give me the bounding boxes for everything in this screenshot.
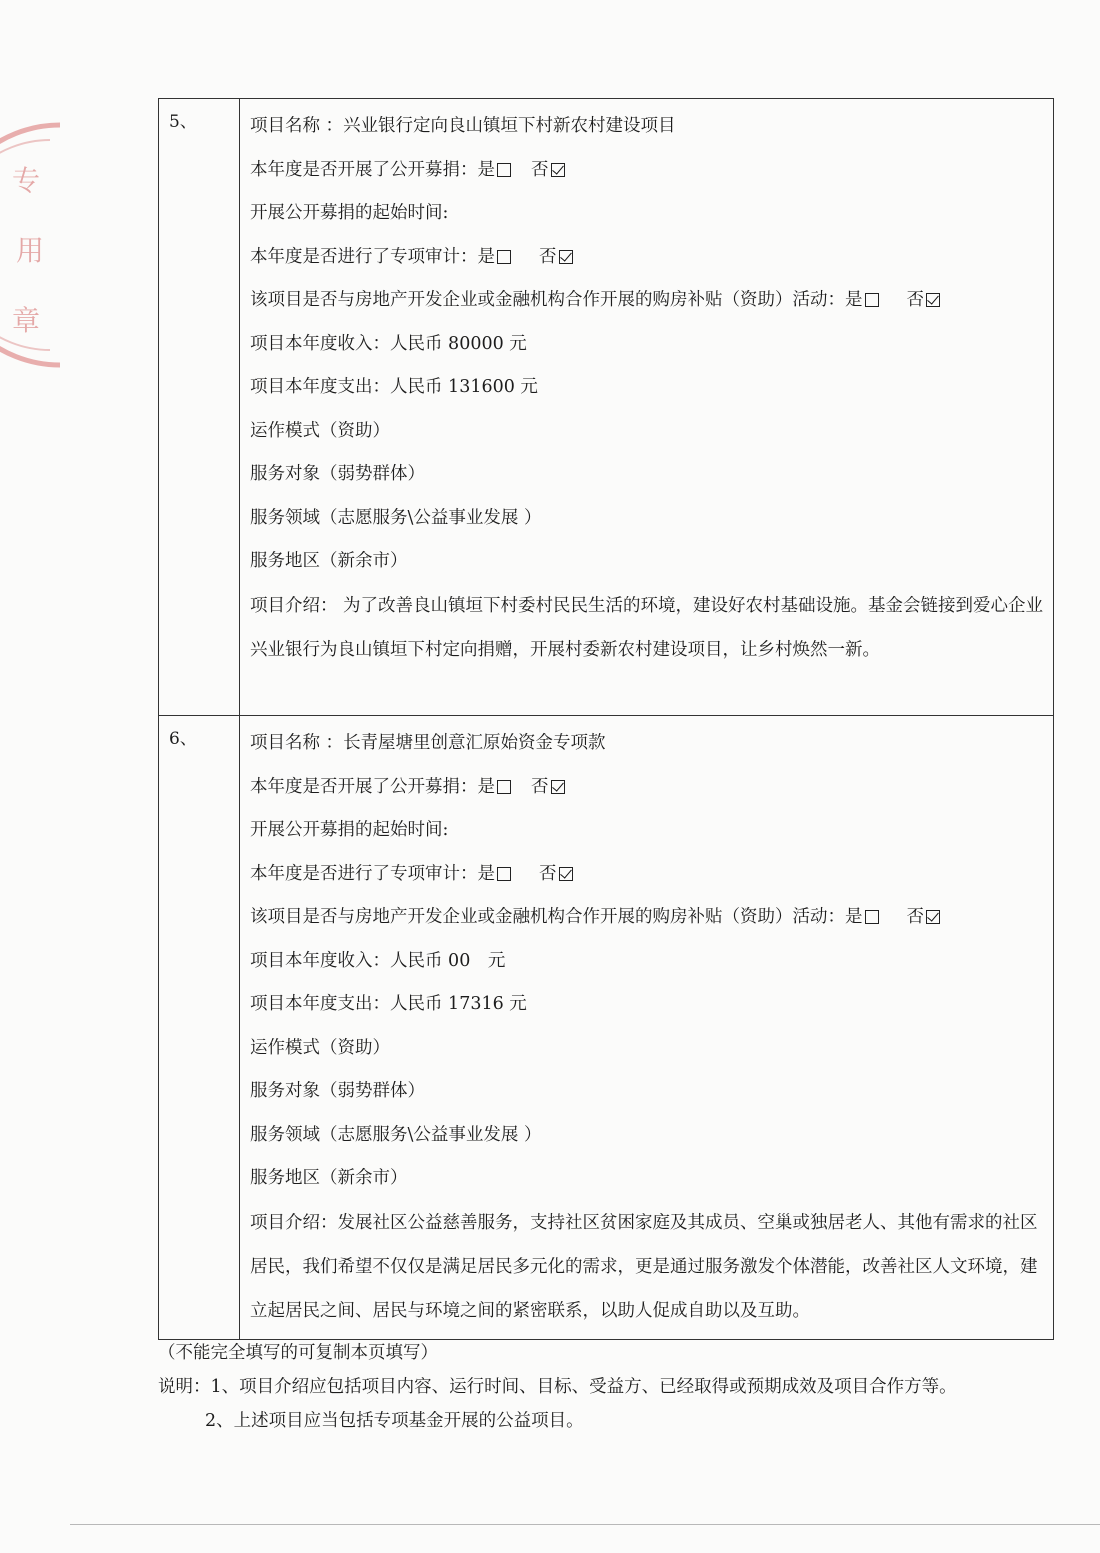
audit-line: [250, 236, 1045, 280]
yes-label: 是: [477, 246, 495, 267]
project-name-label: 项目名称 ：: [250, 733, 344, 753]
realestate-line: [250, 896, 1045, 940]
field-line: 服务领域（志愿服务\公益事业发展 ）: [250, 1124, 542, 1145]
project-table: [158, 98, 1054, 1340]
note-2: 2、上述项目应当包括专项基金开展的公益项目。: [205, 1411, 584, 1431]
footer-notes: [158, 1336, 1058, 1438]
yes-checkbox[interactable]: [865, 293, 879, 307]
public-fundraising-line: [250, 149, 1045, 193]
yes-checkbox[interactable]: [497, 867, 511, 881]
yes-label: 是: [477, 776, 495, 797]
no-label: 否: [539, 246, 557, 267]
no-checkbox-checked[interactable]: [926, 293, 940, 307]
field-line: 服务领域（志愿服务\公益事业发展 ）: [250, 507, 542, 528]
no-label: 否: [906, 290, 924, 310]
no-label: 否: [531, 776, 549, 797]
seal-char-3: 章: [12, 304, 41, 337]
target-line: 服务对象（弱势群体）: [250, 1081, 425, 1101]
note-1: 说明：1、项目介绍应包括项目内容、运行时间、目标、受益方、已经取得或预期成效及项目合作方等。: [158, 1377, 957, 1397]
realestate-question: 该项目是否与房地产开发企业或金融机构合作开展的购房补贴（资助）活动：: [250, 290, 845, 310]
mode-line: 运作模式（资助）: [250, 420, 390, 441]
project-name: 兴业银行定向良山镇垣下村新农村建设项目: [343, 116, 676, 136]
intro-text: 项目介绍：发展社区公益慈善服务，支持社区贫困家庭及其成员、空巢或独居老人、其他有需求的社区居民，我们希望不仅仅是满足居民多元化的需求，更是通过服务激发个体潜能，改善社区人文环境，建立起居民之间、居民与环境之间的紧密联系，以助人促成自助以及互助。: [250, 1212, 1038, 1321]
public-fundraising-line: [250, 766, 1045, 810]
no-label: 否: [539, 863, 557, 884]
intro-text: 项目介绍： 为了改善良山镇垣下村委村民民生活的环境，建设好农村基础设施。基金会链接到爱心企业兴业银行为良山镇垣下村定向捐赠，开展村委新农村建设项目，让乡村焕然一新。: [250, 595, 1044, 660]
yes-checkbox[interactable]: [497, 163, 511, 177]
audit-question: 本年度是否进行了专项审计：: [250, 863, 478, 884]
project-content: [240, 716, 1054, 1340]
yes-checkbox[interactable]: [497, 250, 511, 264]
target-line: 服务对象（弱势群体）: [250, 464, 425, 484]
realestate-question: 该项目是否与房地产开发企业或金融机构合作开展的购房补贴（资助）活动：: [250, 907, 845, 927]
no-label: 否: [531, 159, 549, 180]
project-name: 长青屋塘里创意汇原始资金专项款: [343, 733, 606, 753]
red-seal-stamp: [0, 120, 70, 370]
income-line: 项目本年度收入：人民币 80000 元: [250, 333, 527, 354]
project-content: [240, 99, 1054, 716]
mode-line: 运作模式（资助）: [250, 1037, 390, 1058]
project-name-line: [250, 105, 1045, 149]
realestate-line: [250, 279, 1045, 323]
bottom-divider: [70, 1524, 1100, 1525]
region-line: 服务地区（新余市）: [250, 551, 408, 571]
yes-label: 是: [845, 907, 863, 927]
yes-label: 是: [845, 290, 863, 310]
project-row-6: [159, 716, 1054, 1340]
start-time-line: 开展公开募捐的起始时间:: [250, 820, 449, 840]
no-checkbox-checked[interactable]: [559, 867, 573, 881]
expense-line: 项目本年度支出：人民币 131600 元: [250, 377, 538, 397]
no-checkbox-checked[interactable]: [559, 250, 573, 264]
copy-note: （不能完全填写的可复制本页填写）: [158, 1343, 438, 1363]
income-line: 项目本年度收入：人民币 00 元: [250, 950, 506, 971]
project-row-5: [159, 99, 1054, 716]
no-checkbox-checked[interactable]: [551, 163, 565, 177]
audit-question: 本年度是否进行了专项审计：: [250, 246, 478, 267]
no-checkbox-checked[interactable]: [551, 780, 565, 794]
yes-label: 是: [477, 159, 495, 180]
project-number: 5、: [159, 99, 240, 716]
seal-char-1: 专: [12, 164, 41, 197]
no-label: 否: [906, 907, 924, 927]
yes-checkbox[interactable]: [865, 910, 879, 924]
expense-line: 项目本年度支出：人民币 17316 元: [250, 994, 527, 1014]
yes-label: 是: [477, 863, 495, 884]
no-checkbox-checked[interactable]: [926, 910, 940, 924]
public-fundraising-question: 本年度是否开展了公开募捐：: [250, 776, 478, 797]
region-line: 服务地区（新余市）: [250, 1168, 408, 1188]
start-time-line: 开展公开募捐的起始时间:: [250, 203, 449, 223]
seal-char-2: 用: [16, 234, 45, 267]
audit-line: [250, 853, 1045, 897]
project-name-line: [250, 722, 1045, 766]
project-name-label: 项目名称 ：: [250, 116, 344, 136]
yes-checkbox[interactable]: [497, 780, 511, 794]
public-fundraising-question: 本年度是否开展了公开募捐：: [250, 159, 478, 180]
project-number: 6、: [159, 716, 240, 1340]
